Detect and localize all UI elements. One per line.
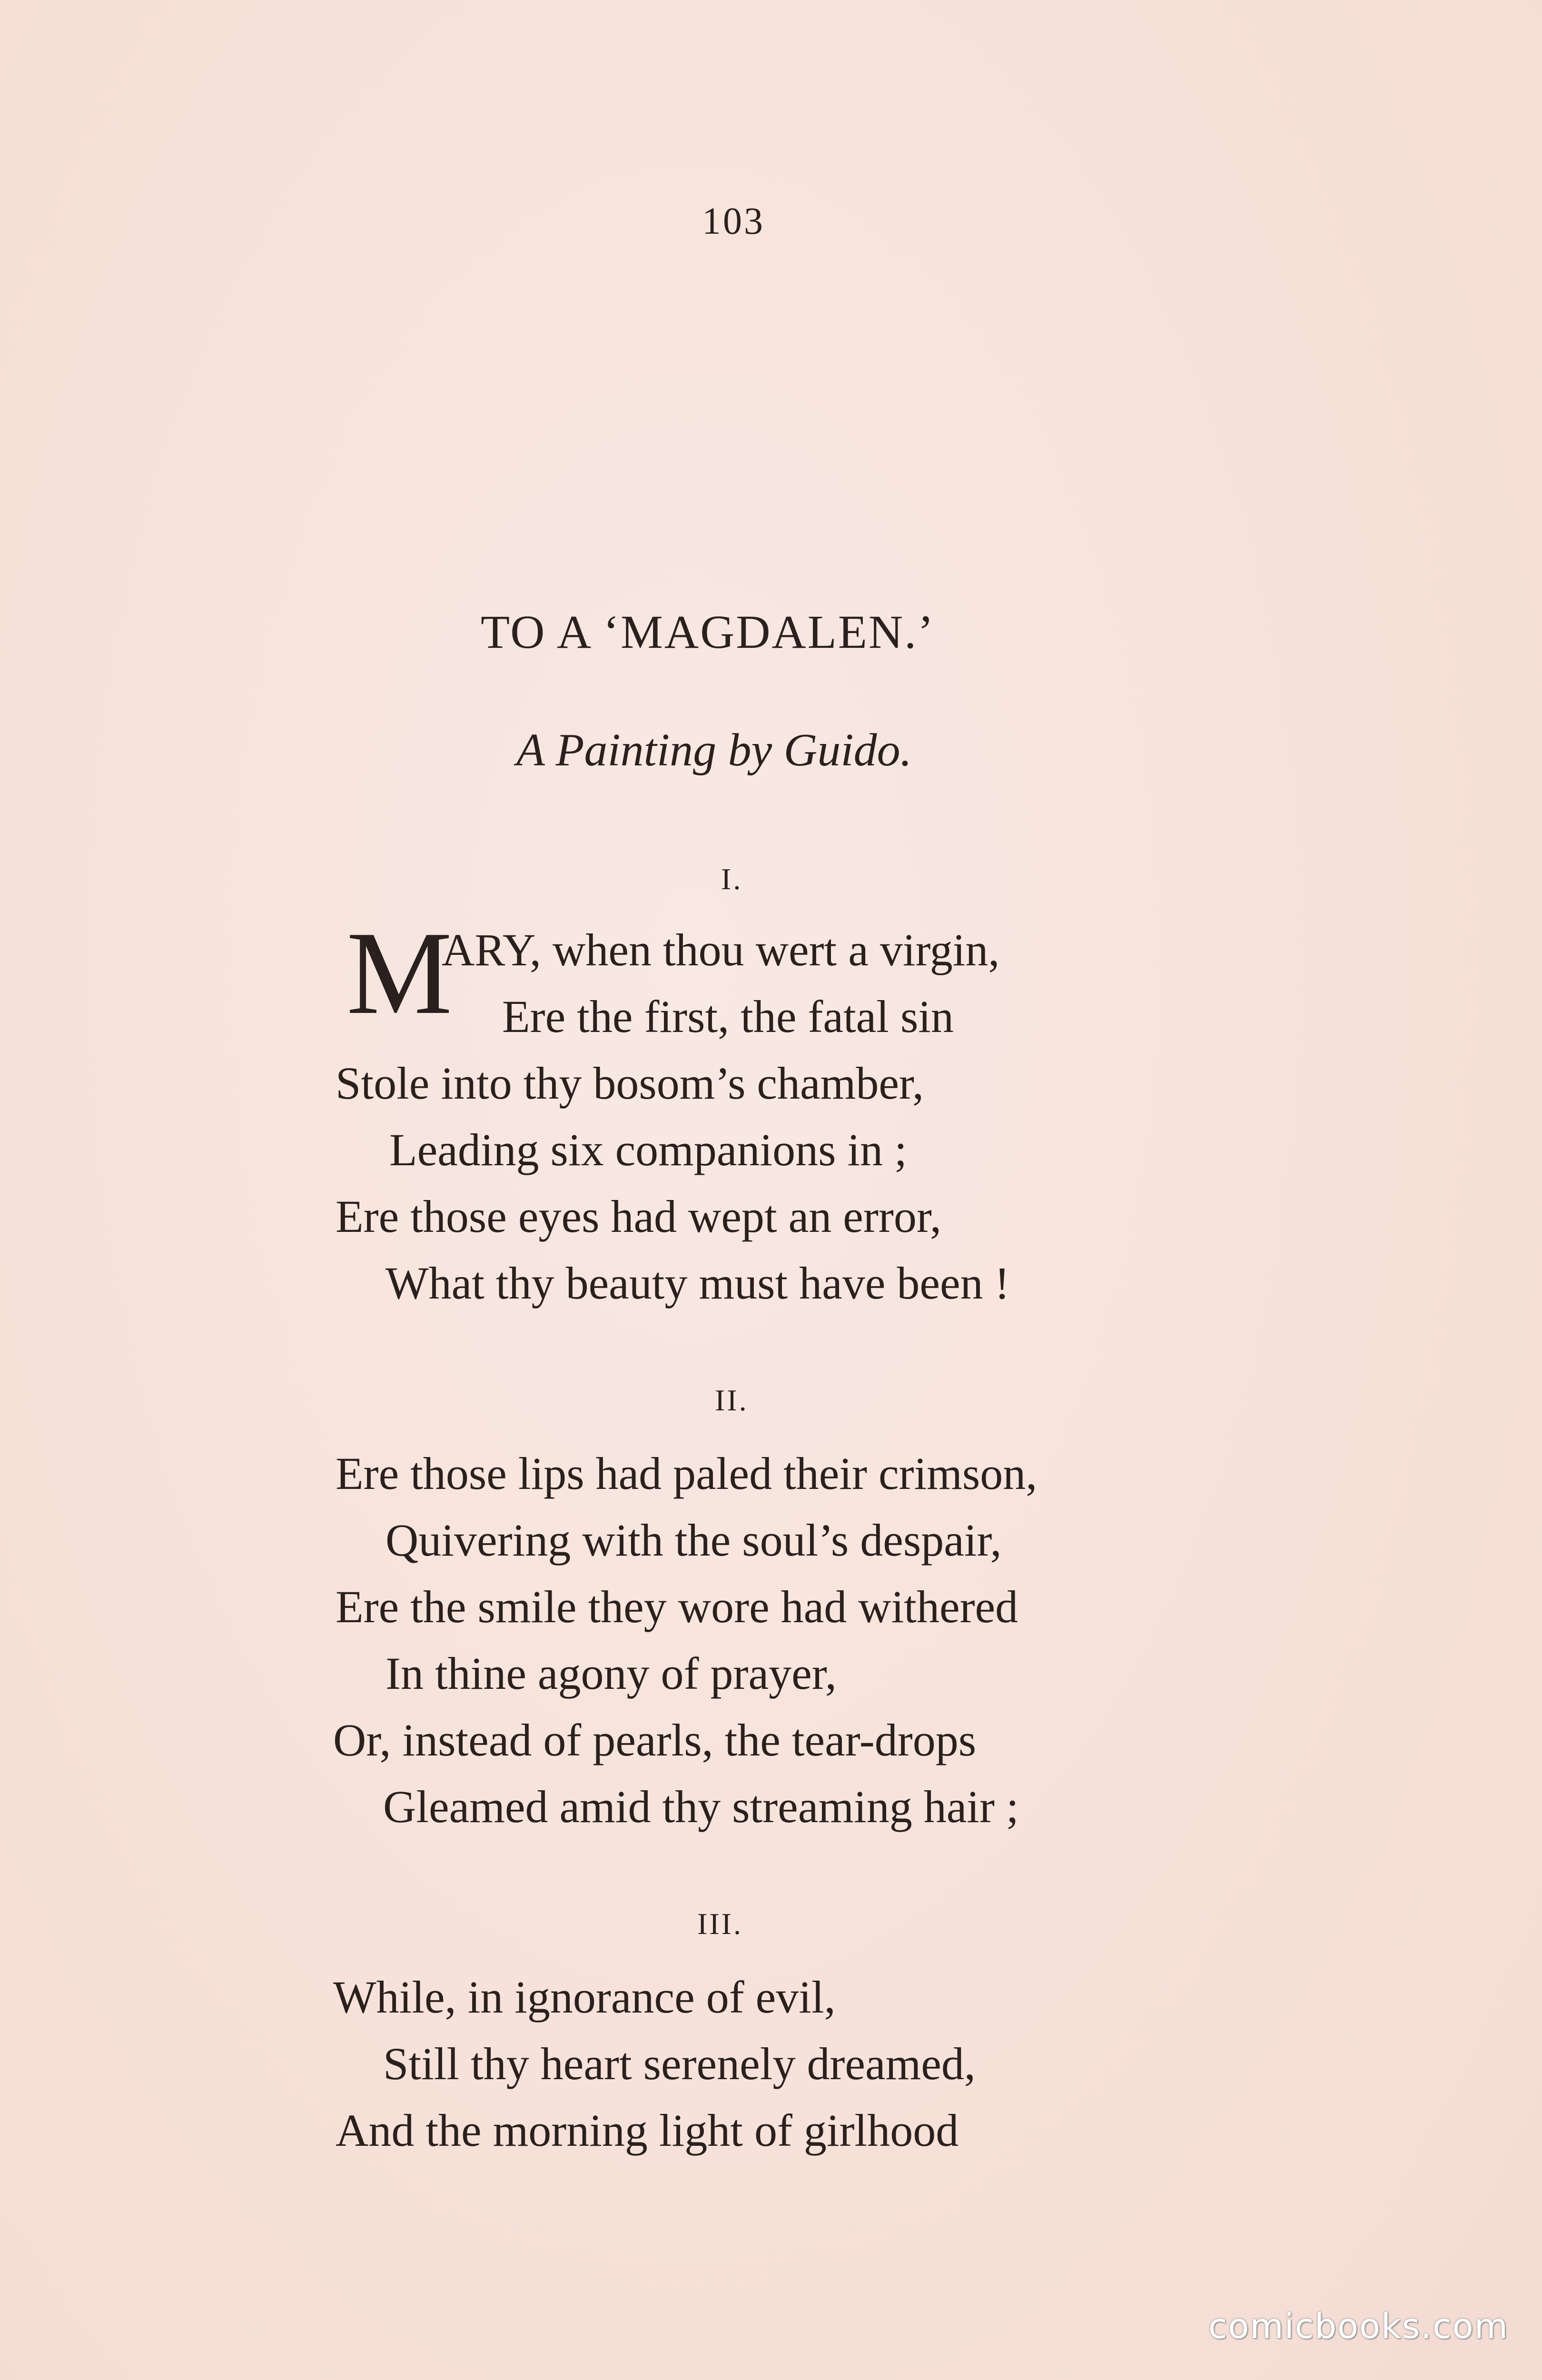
poem-line: Ere those eyes had wept an error, bbox=[336, 1191, 941, 1242]
poem-line: And the morning light of girlhood bbox=[336, 2105, 959, 2156]
poem-line: Leading six companions in ; bbox=[389, 1124, 907, 1175]
poem-line: Stole into thy bosom’s chamber, bbox=[336, 1058, 924, 1109]
page-number: 103 bbox=[702, 200, 765, 242]
poem-line: Still thy heart serenely dreamed, bbox=[383, 2038, 976, 2089]
poem-line: Gleamed amid thy streaming hair ; bbox=[383, 1781, 1019, 1832]
poem-line: Quivering with the soul’s despair, bbox=[386, 1515, 1002, 1566]
poem-line: Ere the smile they wore had withered bbox=[336, 1581, 1018, 1632]
poem-title: TO A ‘MAGDALEN.’ bbox=[481, 605, 935, 658]
drop-cap: M bbox=[346, 907, 453, 1039]
poem-line: What thy beauty must have been ! bbox=[386, 1258, 1010, 1309]
stanza-number: III. bbox=[697, 1907, 743, 1941]
poem-line: Or, instead of pearls, the tear-drops bbox=[333, 1715, 977, 1765]
watermark: comicbooks.com bbox=[1208, 2306, 1509, 2346]
poem-line: While, in ignorance of evil, bbox=[333, 1972, 836, 2023]
poem-subtitle: A Painting by Guido. bbox=[516, 724, 912, 776]
stanza-number: II. bbox=[715, 1383, 749, 1417]
poem-line: In thine agony of prayer, bbox=[386, 1648, 837, 1699]
poem-line: Ere the first, the fatal sin bbox=[502, 991, 954, 1042]
stanza-number: I. bbox=[721, 862, 743, 896]
poem-line: Ere those lips had paled their crimson, bbox=[336, 1448, 1038, 1499]
poem-line: ARY, when thou wert a virgin, bbox=[442, 924, 1000, 975]
